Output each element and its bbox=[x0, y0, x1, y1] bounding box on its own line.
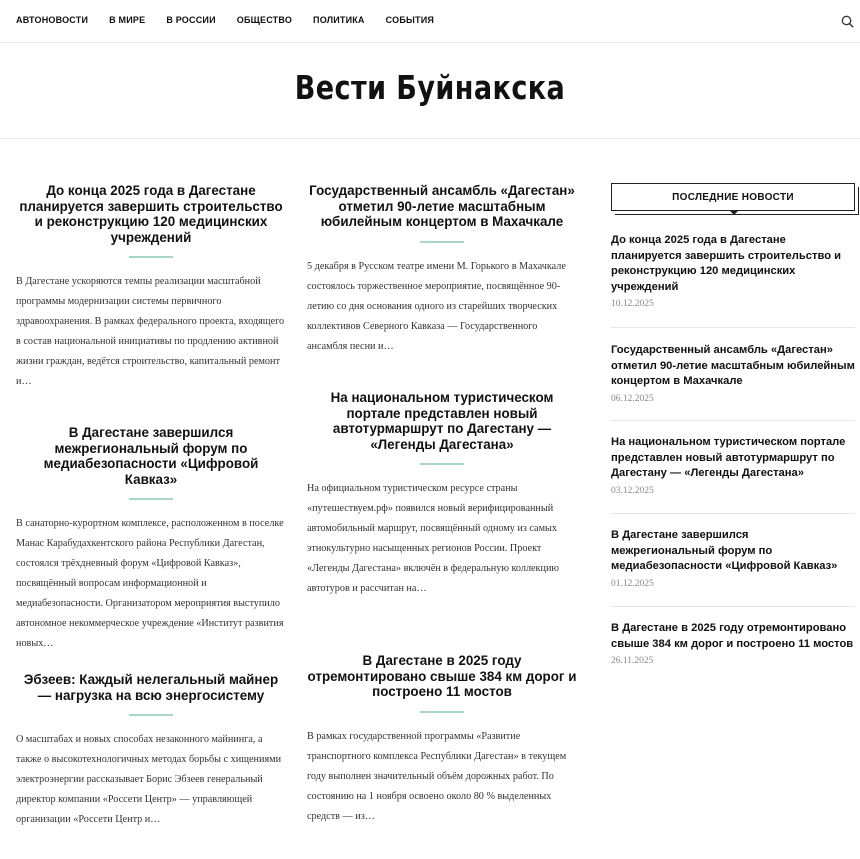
post-card bbox=[16, 672, 286, 830]
title-separator bbox=[129, 714, 173, 716]
title-separator bbox=[420, 241, 464, 243]
sidebar-news-date: 03.12.2025 bbox=[611, 485, 654, 496]
post-excerpt: В рамках государственной программы «Развитие транспортного комплекса Республики Дагестан» в текущем году выполнен значительный объём дорожных работ. По состоянию на 1 ноября освоено около 80 % выделенных средств — из… bbox=[307, 730, 567, 822]
divider bbox=[611, 513, 855, 514]
post-card bbox=[16, 425, 286, 654]
title-separator bbox=[129, 256, 173, 258]
post-title[interactable]: В Дагестане завершился межрегиональный форум по медиабезопасности «Цифровой Кавказ» bbox=[43, 425, 259, 487]
sidebar-news-date: 06.12.2025 bbox=[611, 393, 654, 404]
post-excerpt: В Дагестане ускоряются темпы реализации масштабной программы модернизации системы первичного здравоохранения. В рамках федерального проекта, входящего в состав национальной инициативы по продлению активной жизни граждан, ведётся строительство, капитальный ремонт и… bbox=[16, 276, 285, 387]
post-card bbox=[16, 183, 286, 392]
post-title[interactable]: Эбзеев: Каждый нелегальный майнер — нагрузка на всю энергосистему bbox=[23, 672, 279, 703]
title-separator bbox=[420, 463, 464, 465]
sidebar-news-item bbox=[611, 233, 855, 309]
latest-news-widget bbox=[611, 183, 855, 666]
divider bbox=[611, 420, 855, 421]
sidebar-news-title[interactable]: На национальном туристическом портале представлен новый автотурмаршрут по Дагестану — «Легенды Дагестана» bbox=[611, 436, 846, 479]
post-title[interactable]: На национальном туристическом портале представлен новый автотурмаршрут по Дагестану — «Легенды Дагестана» bbox=[330, 390, 554, 452]
sidebar-news-title[interactable]: В Дагестане завершился межрегиональный форум по медиабезопасности «Цифровой Кавказ» bbox=[611, 529, 838, 572]
search-icon[interactable] bbox=[841, 15, 854, 28]
sidebar-news-title[interactable]: До конца 2025 года в Дагестане планируется завершить строительство и реконструкцию 120 медицинских учреждений bbox=[611, 234, 842, 293]
sidebar-news-title[interactable]: В Дагестане в 2025 году отремонтировано свыше 384 км дорог и построено 11 мостов bbox=[611, 622, 854, 650]
nav-item-world[interactable]: В МИРЕ bbox=[109, 15, 146, 25]
nav-item-events[interactable]: СОБЫТИЯ bbox=[385, 15, 435, 25]
post-excerpt: 5 декабря в Русском театре имени М. Горького в Махачкале состоялось торжественное мероприятие, посвящённое 90-летию со дня основания одного из старейших творческих коллективов Северного Кавказа — Государственного ансамбля песни и… bbox=[307, 260, 566, 352]
top-navigation bbox=[0, 0, 860, 43]
sidebar-news-item bbox=[611, 435, 855, 496]
post-card bbox=[307, 390, 577, 599]
sidebar-news-item bbox=[611, 343, 855, 404]
masthead bbox=[0, 43, 860, 139]
widget-title: ПОСЛЕДНИЕ НОВОСТИ bbox=[672, 192, 794, 203]
nav-item-politics[interactable]: ПОЛИТИКА bbox=[313, 15, 365, 25]
post-title[interactable]: До конца 2025 года в Дагестане планируется завершить строительство и реконструкцию 120 медицинских учреждений bbox=[19, 183, 283, 245]
site-title[interactable]: Вести Буйнакска bbox=[294, 68, 566, 107]
nav-item-autonews[interactable]: АВТОНОВОСТИ bbox=[16, 15, 89, 25]
sidebar-news-date: 26.11.2025 bbox=[611, 656, 654, 666]
post-card bbox=[307, 183, 577, 357]
post-card bbox=[307, 653, 577, 827]
divider bbox=[611, 327, 855, 328]
title-separator bbox=[420, 711, 464, 713]
main-menu bbox=[16, 15, 434, 25]
post-title[interactable]: Государственный ансамбль «Дагестан» отметил 90-летие масштабным юбилейным концертом в Махачкале bbox=[309, 183, 575, 229]
sidebar-news-title[interactable]: Государственный ансамбль «Дагестан» отметил 90-летие масштабным юбилейным концертом в Махачкале bbox=[611, 344, 855, 387]
sidebar-news-item bbox=[611, 621, 855, 666]
title-separator bbox=[129, 498, 173, 500]
post-excerpt: На официальном туристическом ресурсе страны «путешествуем.рф» появился новый верифицированный автомобильный маршрут, посвящённый одному из самых этнокультурно насыщенных регионов России. Проект «Легенды Дагестана» включён в федеральную коллекцию автотуров и рассчитан на… bbox=[307, 483, 560, 594]
nav-item-society[interactable]: ОБЩЕСТВО bbox=[236, 15, 293, 25]
divider bbox=[611, 606, 855, 607]
widget-title-box bbox=[611, 183, 855, 211]
sidebar-news-date: 10.12.2025 bbox=[611, 299, 654, 309]
sidebar-news-date: 01.12.2025 bbox=[611, 578, 654, 589]
post-excerpt: В санаторно-курортном комплексе, расположенном в поселке Манас Карабудахкентского района Республики Дагестан, состоялся трёхдневный форум «Цифровой Кавказ», посвящённый вопросам информационной и медиабезопасности. Организатором мероприятия выступило автономное некоммерческое учреждение «Институт развития новых… bbox=[16, 518, 284, 649]
widget-title-arrow-icon bbox=[729, 210, 739, 215]
nav-item-russia[interactable]: В РОССИИ bbox=[166, 15, 216, 25]
post-excerpt: О масштабах и новых способах незаконного майнинга, а также о высокотехнологичных методах борьбы с хищениями электроэнергии рассказывает Борис Эбзеев генеральный директор компании «Россети Центр» — управляющей организации «Россети Центр и… bbox=[16, 734, 282, 825]
sidebar-news-item bbox=[611, 528, 855, 589]
post-title[interactable]: В Дагестане в 2025 году отремонтировано свыше 384 км дорог и построено 11 мостов bbox=[307, 653, 577, 699]
